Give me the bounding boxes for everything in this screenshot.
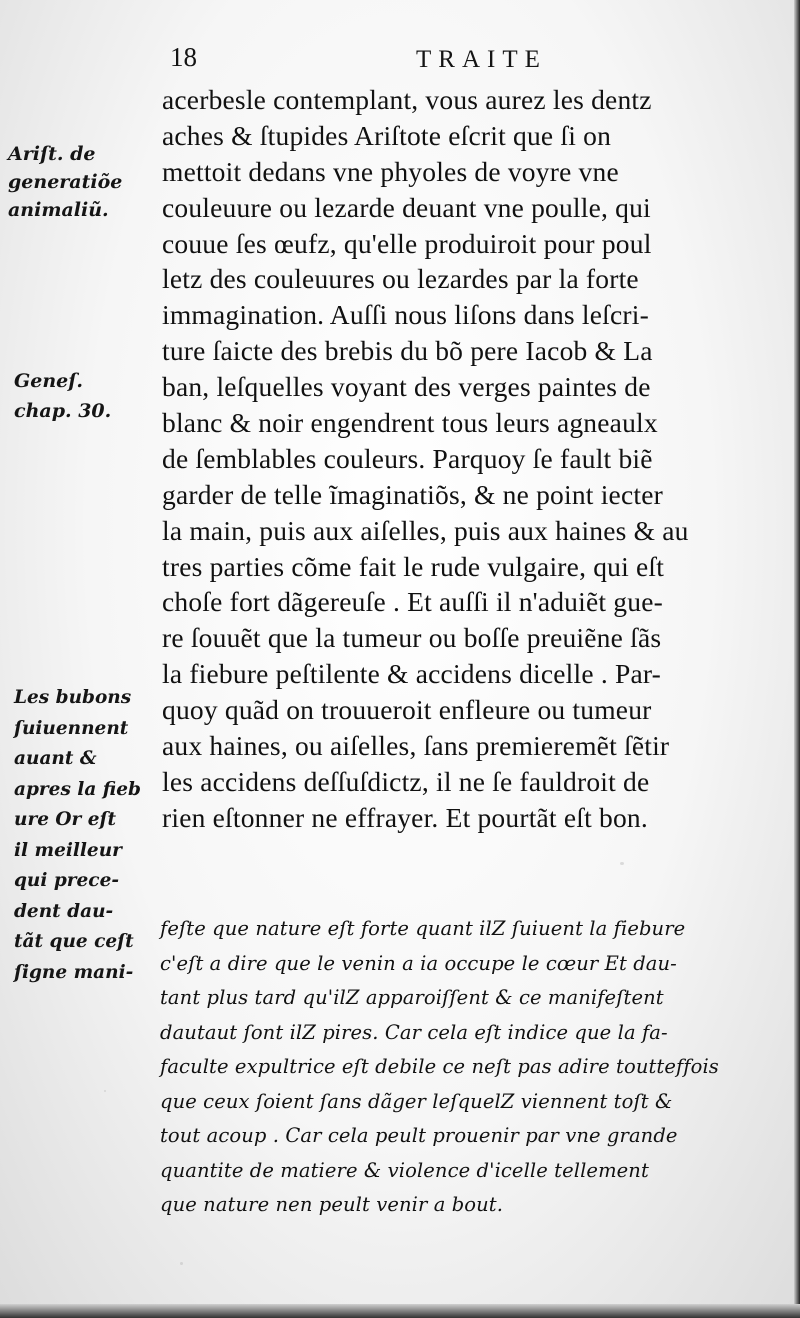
main-text-line: couue ſes œufz, qu'elle produiroit pour poul — [162, 227, 652, 259]
main-text-block — [162, 82, 774, 836]
page-header — [0, 42, 800, 82]
marginal-note-genesis — [14, 366, 111, 426]
main-text-line: les accidens deſſuſdictz, il ne ſe fauldroit de — [162, 765, 650, 797]
gloss-text-line: c'eſt a dire que le venin a ia occupe le cœur Et dau- — [160, 951, 677, 975]
main-text-line: quoy quãd on trouueroit enfleure ou tumeur — [162, 694, 652, 726]
main-text-line: couleuure ou lezarde deuant vne poulle, qui — [162, 191, 651, 223]
marginal-note-line: il meilleur — [14, 839, 122, 861]
main-text-line: garder de telle ĩmaginatiõs, & ne point iecter — [162, 478, 663, 510]
marginal-note-line: tãt que ceſt — [14, 931, 134, 952]
gloss-text-block — [160, 912, 780, 1223]
marginal-note-line: ſuiuennent — [14, 717, 129, 739]
running-head: TRAITE — [416, 46, 547, 73]
marginal-note-line: chap. 30. — [14, 400, 112, 422]
gloss-text-line: dautaut ſont ilZ pires. Car cela eſt indice que la fa- — [160, 1020, 668, 1044]
main-text-line: blanc & noir engendrent tous leurs agneaulx — [162, 407, 658, 439]
gloss-text-line: tant plus tard qu'ilZ apparoiſſent & ce manifeſtent — [160, 986, 664, 1009]
marginal-note-line: ſigne mani- — [14, 961, 134, 983]
gloss-text-line: que nature nen peult venir a bout. — [160, 1193, 504, 1216]
gloss-text-line: tout acoup . Car cela peult prouenir par vne grande — [160, 1124, 678, 1147]
marginal-note-line: ure Or eſt — [14, 809, 116, 830]
page-number: 18 — [170, 42, 197, 72]
marginal-note-line: animaliũ. — [8, 199, 109, 221]
main-text-line: immagination. Auſſi nous liſons dans leſcri- — [162, 299, 649, 331]
paper-speck — [620, 862, 624, 865]
main-text-line: de ſemblables couleurs. Parquoy ſe fault biẽ — [162, 442, 653, 474]
gloss-text-line: quantite de matiere & violence d'icelle tellement — [160, 1158, 649, 1182]
marginal-note-line: Geneſ. — [14, 370, 84, 392]
main-text-line: rien eſtonner ne effrayer. Et pourtãt eſt bon. — [162, 801, 648, 833]
marginal-note-line: apres la fieb — [14, 778, 141, 800]
main-text-line: letz des couleuures ou lezardes par la forte — [162, 263, 639, 295]
gloss-text-line: que ceux ſoient ſans dãger leſquelZ viennent toſt & — [160, 1089, 673, 1113]
main-text-line: la fiebure peſtilente & accidens dicelle . Par- — [162, 658, 662, 690]
marginal-note-line: generatiõe — [8, 171, 123, 193]
gloss-text-line: feſte que nature eſt forte quant ilZ ſuiuent la fiebure — [160, 917, 686, 940]
main-text-line: re ſouuẽt que la tumeur ou boſſe preuiẽne ſãs — [162, 622, 662, 654]
main-text-line: aux haines, ou aiſelles, ſans premieremẽt ſẽtir — [162, 730, 670, 762]
marginal-note-line: Ariſt. de — [8, 143, 96, 165]
main-text-line: choſe fort dãgereuſe . Et auſſi il n'aduiẽt gue- — [162, 586, 663, 618]
main-text-line: ban, leſquelles voyant des verges paintes de — [162, 371, 651, 403]
marginal-note-aristotle — [8, 140, 122, 224]
marginal-note-line: dent dau- — [14, 900, 114, 922]
marginal-note-line: Les bubons — [14, 687, 132, 708]
main-text-line: aches & ſtupides Ariſtote eſcrit que ſi on — [162, 119, 612, 151]
main-text-line: mettoit dedans vne phyoles de voyre vne — [162, 155, 619, 187]
paper-speck — [104, 1090, 106, 1092]
main-text-line: ture ſaicte des brebis du bõ pere Iacob & La — [162, 335, 653, 367]
gloss-text-line: faculte expultrice eſt debile ce neſt pas adire toutteffois — [160, 1055, 719, 1078]
main-text-line: la main, puis aux aiſelles, puis aux haines & au — [162, 514, 689, 546]
main-text-line: acerbesle contemplant, vous aurez les dentz — [162, 84, 652, 115]
page-edge-bottom — [0, 1304, 800, 1318]
marginal-note-line: qui prece- — [14, 870, 120, 891]
marginal-note-line: auant & — [14, 748, 97, 769]
main-text-line: tres parties cõme fait le rude vulgaire, qui eſt — [162, 550, 665, 582]
marginal-note-bubons — [14, 683, 141, 988]
page-edge-right — [794, 0, 800, 1318]
paper-speck — [180, 1262, 183, 1265]
